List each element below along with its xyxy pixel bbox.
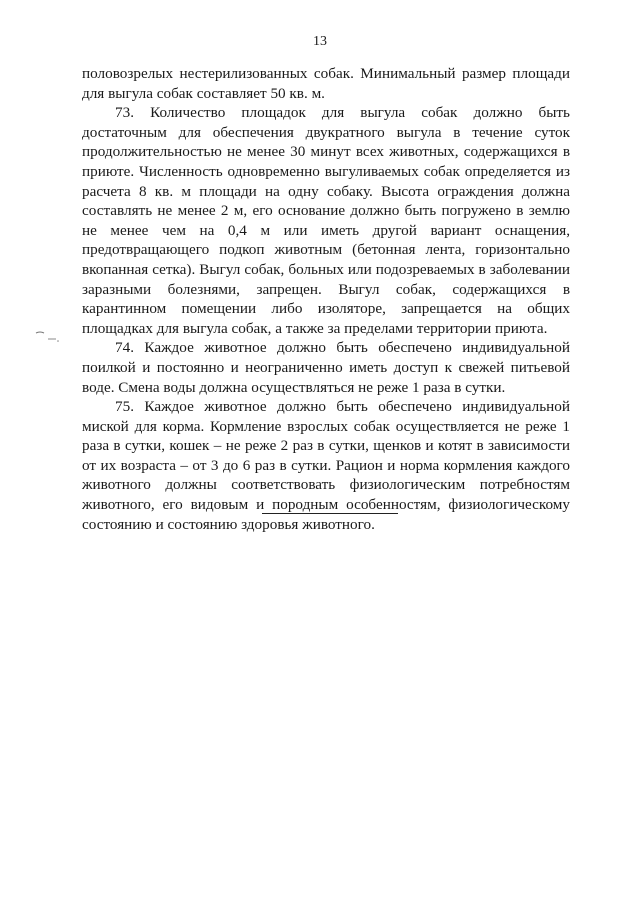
scan-margin-mark: [34, 330, 62, 344]
paragraph-73: 73. Количество площадок для выгула собак должно быть достаточным для обеспечения двукратного выгула в течение суток продолжительностью не менее 30 минут всех животных, содержащихся в приюте. Численность одновременно выгуливаемых собак определяется из расчета 8 кв. м площади на одну собаку. Высота ограждения должна составлять не менее 2 м, его основание должно быть погружено в землю не менее чем на 0,4 м или иметь другой вариант оснащения, предотвращающего подкоп животным (бетонная лента, горизонтально вкопанная сетка). Выгул собак, больных или подозреваемых в заболевании заразными болезнями, запрещен. Выгул собак, содержащихся в карантинном помещении либо изоляторе, запрещается на общих площадках для выгула собак, а также за пределами территории приюта.: [82, 104, 570, 337]
page-number: 13: [313, 34, 327, 49]
paragraph-74: 74. Каждое животное должно быть обеспечено индивидуальной поилкой и постоянно и неограниченно иметь доступ к свежей питьевой воде. Смена воды должна осуществляться не реже 1 раза в сутки.: [82, 339, 570, 396]
end-of-text-divider: [262, 513, 398, 514]
paragraph-continuation: половозрелых нестерилизованных собак. Минимальный размер площади для выгула собак составляет 50 кв. м.: [82, 65, 570, 102]
paragraph-75: 75. Каждое животное должно быть обеспечено индивидуальной миской для корма. Кормление взрослых собак осуществляется не реже 1 раза в сутки, кошек – не реже 2 раз в сутки, щенков и котят в зависимости от их возраста – от 3 до 6 раз в сутки. Рацион и норма кормления каждого животного должны соответствовать физиологическим потребностям животного, его видовым и породным особенностям, физиологическому состоянию и состоянию здоровья животного.: [82, 398, 570, 533]
document-body: [82, 64, 570, 534]
